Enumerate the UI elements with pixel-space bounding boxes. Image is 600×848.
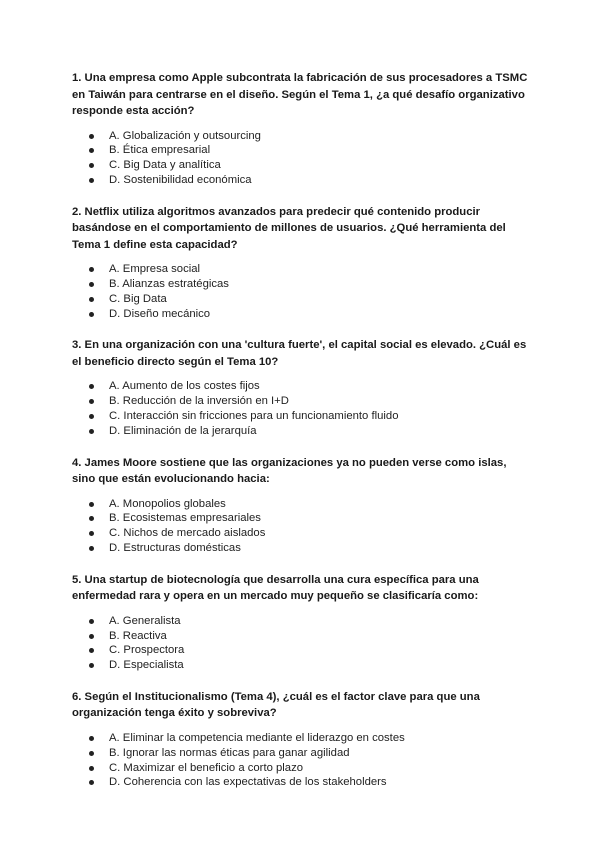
bullet-icon — [89, 619, 94, 624]
option-item — [72, 292, 532, 307]
option-list — [72, 262, 532, 321]
bullet-icon — [89, 634, 94, 639]
option-label: C. Nichos de mercado aislados — [109, 527, 266, 540]
option-item — [72, 775, 532, 790]
option-item — [72, 643, 532, 658]
bullet-icon — [89, 282, 94, 287]
bullet-icon — [89, 766, 94, 771]
question-2 — [72, 204, 532, 322]
option-label: B. Ignorar las normas éticas para ganar agilidad — [109, 746, 350, 759]
option-label: B. Reactiva — [109, 629, 167, 642]
bullet-icon — [89, 780, 94, 785]
option-item — [72, 658, 532, 673]
option-list — [72, 731, 532, 790]
option-item — [72, 158, 532, 173]
bullet-icon — [89, 429, 94, 434]
question-text: 4. James Moore sostiene que las organizaciones ya no pueden verse como islas, sino que están evolucionando hacia: — [72, 456, 507, 486]
bullet-icon — [89, 502, 94, 507]
question-text: 6. Según el Institucionalismo (Tema 4), ¿cuál es el factor clave para que una organización tenga éxito y sobreviva? — [72, 690, 480, 720]
option-label: D. Coherencia con las expectativas de los stakeholders — [109, 776, 387, 789]
bullet-icon — [89, 736, 94, 741]
question-text: 3. En una organización con una 'cultura fuerte', el capital social es elevado. ¿Cuál es el beneficio directo según el Tema 10? — [72, 339, 527, 368]
option-label: D. Sostenibilidad económica — [109, 173, 252, 186]
option-item — [72, 394, 532, 409]
option-label: C. Interacción sin fricciones para un funcionamiento fluido — [109, 409, 399, 422]
bullet-icon — [89, 663, 94, 668]
option-item — [72, 746, 532, 761]
bullet-icon — [89, 148, 94, 153]
question-text: 2. Netflix utiliza algoritmos avanzados para predecir qué contenido producir basándose en el comportamiento de millones de usuarios. ¿Qué herramienta del Tema 1 define esta capacidad? — [72, 205, 506, 251]
question-5 — [72, 572, 532, 673]
option-item — [72, 277, 532, 292]
bullet-icon — [89, 312, 94, 317]
option-item — [72, 511, 532, 526]
option-item — [72, 143, 532, 158]
question-text: 5. Una startup de biotecnología que desarrolla una cura específica para una enfermedad rara y opera en un mercado muy pequeño se clasificaría como: — [72, 573, 479, 603]
option-label: A. Globalización y outsourcing — [109, 129, 261, 142]
bullet-icon — [89, 516, 94, 521]
question-6 — [72, 689, 532, 790]
option-label: C. Big Data y analítica — [109, 159, 221, 172]
option-item — [72, 761, 532, 776]
option-label: D. Estructuras domésticas — [109, 541, 241, 554]
option-label: B. Ecosistemas empresariales — [109, 512, 261, 525]
option-label: C. Big Data — [109, 292, 167, 305]
option-label: A. Empresa social — [109, 263, 201, 276]
option-item — [72, 526, 532, 541]
option-label: A. Eliminar la competencia mediante el liderazgo en costes — [109, 731, 405, 744]
question-3 — [72, 337, 532, 438]
option-label: A. Monopolios globales — [109, 497, 226, 510]
option-label: B. Ética empresarial — [109, 144, 211, 157]
bullet-icon — [89, 134, 94, 139]
option-item — [72, 307, 532, 322]
bullet-icon — [89, 648, 94, 653]
option-item — [72, 262, 532, 277]
option-item — [72, 424, 532, 439]
option-label: C. Prospectora — [109, 644, 185, 657]
bullet-icon — [89, 414, 94, 419]
bullet-icon — [89, 163, 94, 168]
bullet-icon — [89, 546, 94, 551]
bullet-icon — [89, 399, 94, 404]
bullet-icon — [89, 751, 94, 756]
bullet-icon — [89, 267, 94, 272]
option-item — [72, 129, 532, 144]
option-item — [72, 497, 532, 512]
option-list — [72, 614, 532, 673]
question-text: 1. Una empresa como Apple subcontrata la fabricación de sus procesadores a TSMC en Taiwán para centrarse en el diseño. Según el Tema 1, ¿a qué desafío organizativo responde esta acción? — [72, 72, 528, 117]
option-item — [72, 614, 532, 629]
option-label: A. Generalista — [109, 614, 181, 627]
option-label: D. Especialista — [109, 659, 184, 672]
option-label: D. Diseño mecánico — [109, 307, 211, 320]
option-label: B. Alianzas estratégicas — [109, 277, 229, 290]
option-item — [72, 629, 532, 644]
bullet-icon — [89, 178, 94, 183]
option-list — [72, 129, 532, 188]
option-list — [72, 497, 532, 556]
option-label: A. Aumento de los costes fijos — [109, 380, 260, 393]
option-item — [72, 409, 532, 424]
question-list — [72, 70, 532, 806]
bullet-icon — [89, 297, 94, 302]
option-item — [72, 379, 532, 394]
question-4 — [72, 455, 532, 556]
option-item — [72, 541, 532, 556]
bullet-icon — [89, 531, 94, 536]
bullet-icon — [89, 384, 94, 389]
option-label: B. Reducción de la inversión en I+D — [109, 395, 289, 408]
option-item — [72, 731, 532, 746]
option-item — [72, 173, 532, 188]
option-list — [72, 379, 532, 438]
option-label: D. Eliminación de la jerarquía — [109, 424, 257, 437]
option-label: C. Maximizar el beneficio a corto plazo — [109, 761, 304, 774]
question-1 — [72, 70, 532, 188]
